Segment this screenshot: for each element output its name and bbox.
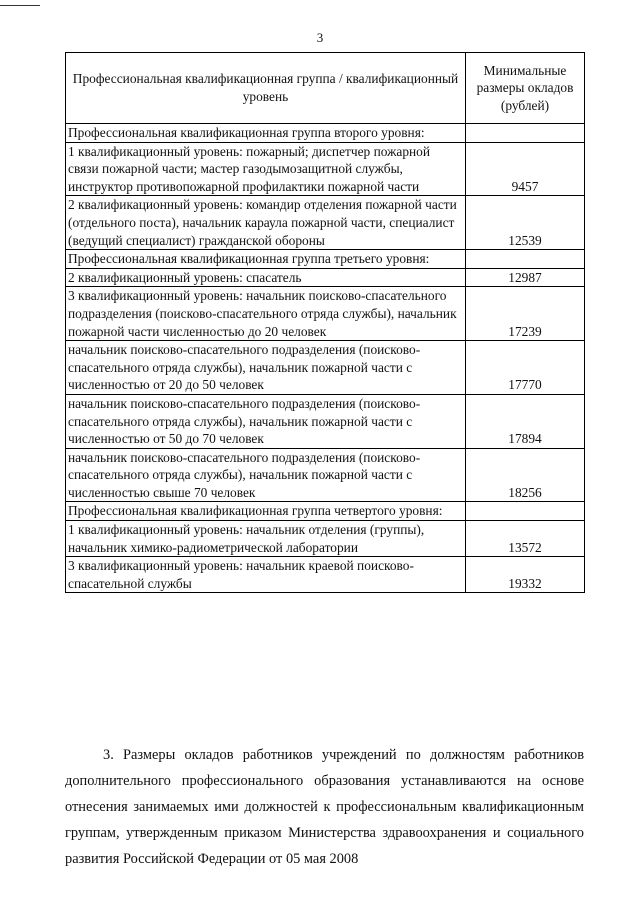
salary-cell: 13572 — [466, 521, 585, 557]
table-row — [66, 287, 585, 341]
table-row — [66, 124, 585, 143]
paragraph-3: 3. Размеры окладов работников учреждений по должностям работников дополнительного профессионального образования устанавливаются на основе отнесения занимаемых ими должностей к профессиональным квалификационным группам, утвержденным приказом Министерства здравоохранения и социального развития Российской Федерации от 05 мая 2008 — [65, 747, 584, 867]
salary-cell: 17239 — [466, 287, 585, 341]
table-body — [66, 124, 585, 593]
position-cell: 3 квалификационный уровень: начальник краевой поисково-спасательной службы — [66, 557, 466, 593]
corner-mark — [0, 5, 40, 6]
position-cell: 1 квалификационный уровень: пожарный; диспетчер пожарной связи пожарной части; мастер газодымозащитной службы, инструктор противопожарной профилактики пожарной части — [66, 142, 466, 196]
position-cell: 2 квалификационный уровень: командир отделения пожарной части (отдельного поста), начальник караула пожарной части, специалист (ведущий специалист) гражданской обороны — [66, 196, 466, 250]
position-cell: начальник поисково-спасательного подразделения (поисково-спасательного отряда службы), начальник пожарной части с численностью от 50 до 70 человек — [66, 394, 466, 448]
table-row — [66, 142, 585, 196]
position-cell: начальник поисково-спасательного подразделения (поисково-спасательного отряда службы), начальник пожарной части с численностью свыше 70 человек — [66, 448, 466, 502]
table-row — [66, 394, 585, 448]
position-cell: Профессиональная квалификационная группа второго уровня: — [66, 124, 466, 143]
table-row — [66, 448, 585, 502]
salary-cell: 12987 — [466, 268, 585, 287]
table-row — [66, 196, 585, 250]
table-row — [66, 521, 585, 557]
salary-cell: 17894 — [466, 394, 585, 448]
header-qualification-group: Профессиональная квалификационная группа / квалификационный уровень — [66, 53, 466, 124]
salary-table — [65, 52, 585, 593]
salary-cell: 18256 — [466, 448, 585, 502]
salary-cell — [466, 250, 585, 269]
salary-cell: 12539 — [466, 196, 585, 250]
position-cell: Профессиональная квалификационная группа четвертого уровня: — [66, 502, 466, 521]
table-row — [66, 250, 585, 269]
table-header-row — [66, 53, 585, 124]
salary-cell: 9457 — [466, 142, 585, 196]
position-cell: начальник поисково-спасательного подразделения (поисково-спасательного отряда службы), начальник пожарной части с численностью от 20 до 50 человек — [66, 341, 466, 395]
header-min-salary: Минимальные размеры окладов (рублей) — [466, 53, 585, 124]
position-cell: Профессиональная квалификационная группа третьего уровня: — [66, 250, 466, 269]
page-number: 3 — [316, 30, 324, 45]
position-cell: 1 квалификационный уровень: начальник отделения (группы), начальник химико-радиометрической лаборатории — [66, 521, 466, 557]
position-cell: 2 квалификационный уровень: спасатель — [66, 268, 466, 287]
table-row — [66, 502, 585, 521]
position-cell: 3 квалификационный уровень: начальник поисково-спасательного подразделения (поисково-спасательного отряда службы), начальник пожарной части численностью до 20 человек — [66, 287, 466, 341]
salary-cell: 17770 — [466, 341, 585, 395]
table-row — [66, 268, 585, 287]
salary-cell — [466, 502, 585, 521]
table-row — [66, 341, 585, 395]
salary-cell: 19332 — [466, 557, 585, 593]
salary-cell — [466, 124, 585, 143]
table-row — [66, 557, 585, 593]
